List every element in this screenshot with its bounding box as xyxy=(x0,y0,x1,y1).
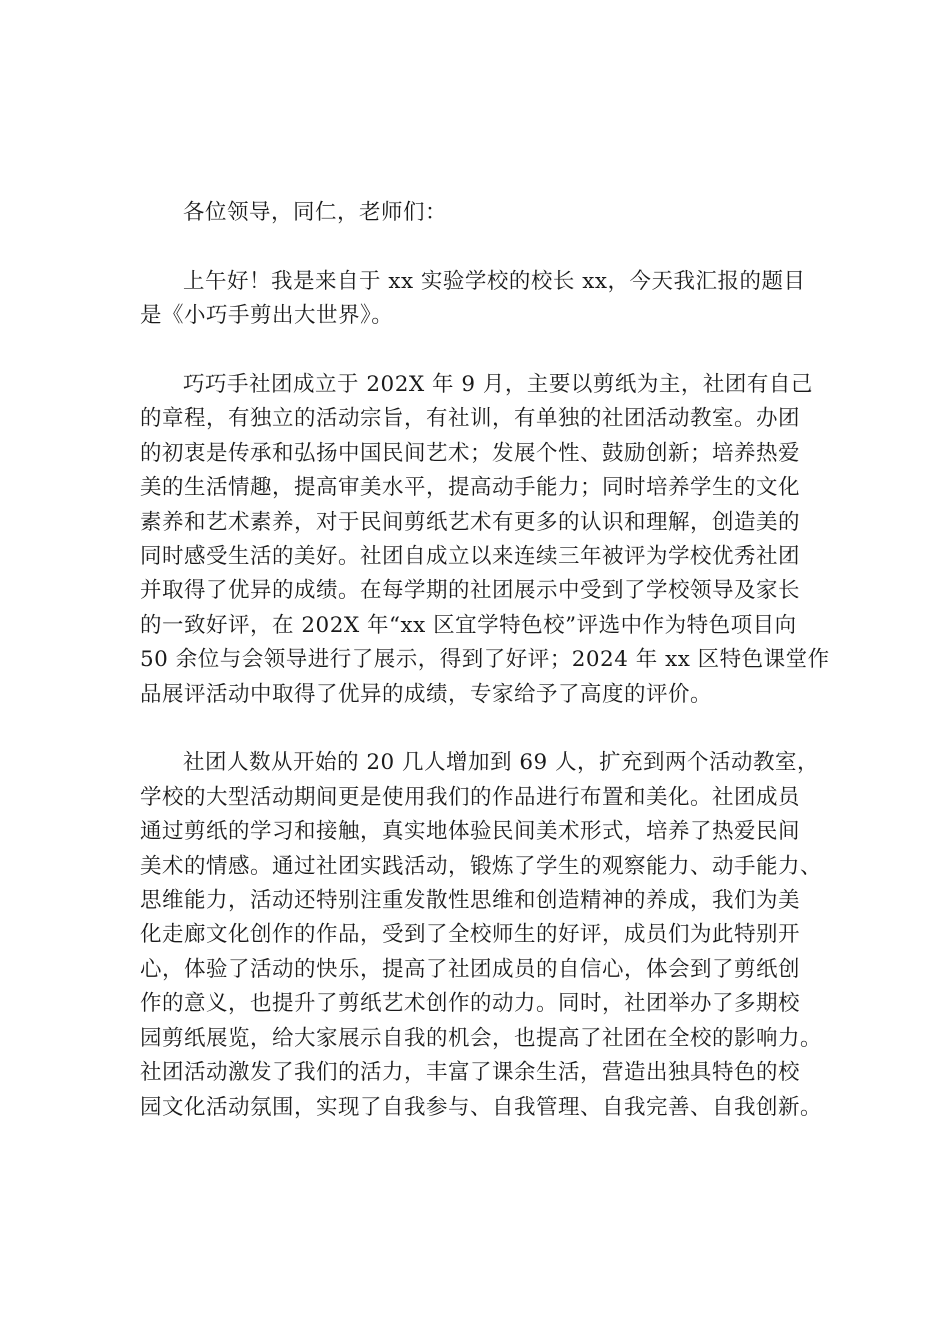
paragraph-line: 学校的大型活动期间更是使用我们的作品进行布置和美化。社团成员 xyxy=(140,784,801,810)
paragraph-line: 美术的情感。通过社团实践活动，锻炼了学生的观察能力、动手能力、 xyxy=(140,853,823,879)
paragraph-line: 思维能力，活动还特别注重发散性思维和创造精神的养成，我们为美 xyxy=(140,888,801,914)
paragraph-line: 心，体验了活动的快乐，提高了社团成员的自信心，体会到了剪纸创 xyxy=(140,956,801,982)
paragraph-line: 美的生活情趣，提高审美水平，提高动手能力；同时培养学生的文化 xyxy=(140,475,801,501)
paragraph-club-founding xyxy=(140,368,830,712)
paragraph-line: 并取得了优异的成绩。在每学期的社团展示中受到了学校领导及家长 xyxy=(140,578,801,604)
paragraph-line: 作的意义，也提升了剪纸艺术创作的动力。同时，社团举办了多期校 xyxy=(140,991,801,1017)
paragraph-line: 社团活动激发了我们的活力，丰富了课余生活，营造出独具特色的校 xyxy=(140,1060,801,1086)
paragraph-line: 社团人数从开始的 20 几人增加到 69 人，扩充到两个活动教室， xyxy=(183,750,820,776)
paragraph-line: 园剪纸展览，给大家展示自我的机会，也提高了社团在全校的影响力。 xyxy=(140,1025,823,1051)
paragraph-line: 品展评活动中取得了优异的成绩，专家给予了高度的评价。 xyxy=(140,681,713,707)
salutation: 各位领导，同仁，老师们： xyxy=(183,200,448,225)
paragraph-club-growth xyxy=(140,746,830,1124)
paragraph-line: 的初衷是传承和弘扬中国民间艺术；发展个性、鼓励创新；培养热爱 xyxy=(140,440,801,466)
paragraph-line: 是《小巧手剪出大世界》。 xyxy=(140,303,394,329)
paragraph-line: 50 余位与会领导进行了展示，得到了好评；2024 年 xx 区特色课堂作 xyxy=(140,647,830,673)
paragraph-line: 上午好！我是来自于 xx 实验学校的校长 xx，今天我汇报的题目 xyxy=(183,268,806,294)
paragraph-line: 巧巧手社团成立于 202X 年 9 月，主要以剪纸为主，社团有自己 xyxy=(183,372,813,397)
paragraph-intro xyxy=(140,265,830,334)
paragraph-line: 同时感受生活的美好。社团自成立以来连续三年被评为学校优秀社团 xyxy=(140,544,801,570)
paragraph-line: 化走廊文化创作的作品，受到了全校师生的好评，成员们为此特别开 xyxy=(140,922,801,948)
paragraph-line: 素养和艺术素养，对于民间剪纸艺术有更多的认识和理解，创造美的 xyxy=(140,509,801,535)
paragraph-line: 的章程，有独立的活动宗旨，有社训，有单独的社团活动教室。办团 xyxy=(140,406,801,432)
paragraph-line: 园文化活动氛围，实现了自我参与、自我管理、自我完善、自我创新。 xyxy=(140,1094,823,1120)
paragraph-line: 通过剪纸的学习和接触，真实地体验民间美术形式，培养了热爱民间 xyxy=(140,819,801,845)
document-body xyxy=(140,196,830,1159)
paragraph-line: 的一致好评，在 202X 年“xx 区宜学特色校”评选中作为特色项目向 xyxy=(140,612,797,638)
